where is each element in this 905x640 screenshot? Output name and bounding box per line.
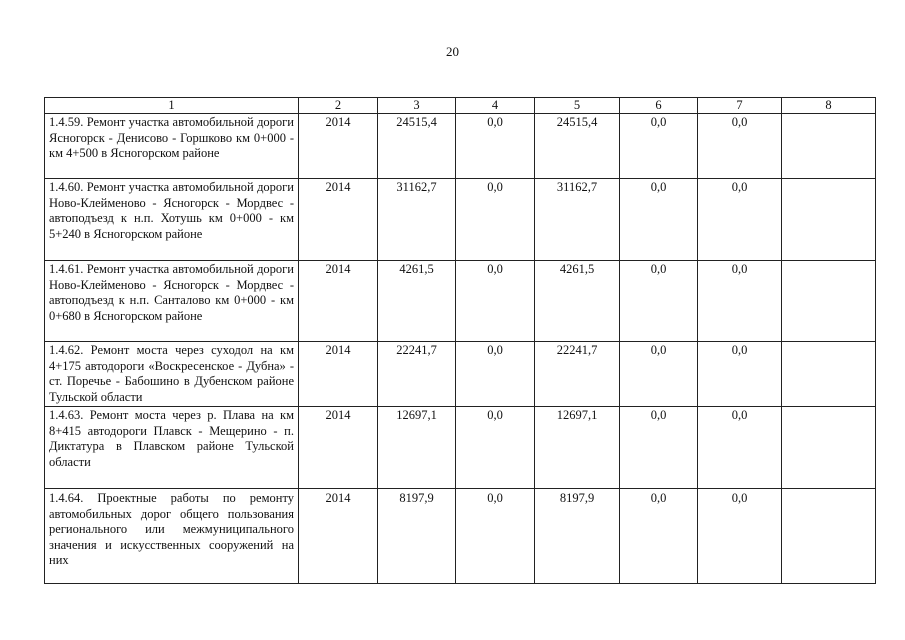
row-col-7: 0,0 — [698, 489, 782, 584]
row-col-6: 0,0 — [620, 489, 698, 584]
row-col-8 — [782, 179, 876, 261]
row-col-3: 22241,7 — [378, 342, 456, 407]
row-col-8 — [782, 407, 876, 489]
row-description: 1.4.60. Ремонт участка автомобильной дороги Ново-Клейменово - Ясногорск - Мордвес - автоподъезд к н.п. Хотушь км 0+000 - км 5+240 в Ясногорском районе — [45, 179, 299, 261]
column-header-8: 8 — [782, 98, 876, 114]
table-row — [45, 489, 876, 584]
row-year: 2014 — [299, 489, 378, 584]
row-col-4: 0,0 — [456, 114, 535, 179]
row-description: 1.4.63. Ремонт моста через р. Плава на км 8+415 автодороги Плавск - Мещерино - п. Диктатура в Плавском районе Тульской области — [45, 407, 299, 489]
row-col-4: 0,0 — [456, 261, 535, 342]
column-header-5: 5 — [535, 98, 620, 114]
row-col-7: 0,0 — [698, 407, 782, 489]
row-col-3: 8197,9 — [378, 489, 456, 584]
row-col-5: 31162,7 — [535, 179, 620, 261]
column-header-7: 7 — [698, 98, 782, 114]
budget-table — [44, 97, 876, 584]
row-col-3: 12697,1 — [378, 407, 456, 489]
table-row — [45, 407, 876, 489]
column-header-4: 4 — [456, 98, 535, 114]
row-col-8 — [782, 114, 876, 179]
row-col-4: 0,0 — [456, 342, 535, 407]
row-year: 2014 — [299, 261, 378, 342]
page-number: 20 — [446, 44, 459, 59]
row-description: 1.4.61. Ремонт участка автомобильной дороги Ново-Клейменово - Ясногорск - Мордвес - автоподъезд к н.п. Санталово км 0+000 - км 0+680 в Ясногорском районе — [45, 261, 299, 342]
row-col-7: 0,0 — [698, 179, 782, 261]
row-col-8 — [782, 342, 876, 407]
column-header-1: 1 — [45, 98, 299, 114]
row-description: 1.4.59. Ремонт участка автомобильной дороги Ясногорск - Денисово - Горшково км 0+000 - км 4+500 в Ясногорском районе — [45, 114, 299, 179]
table-row — [45, 261, 876, 342]
row-description: 1.4.64. Проектные работы по ремонту автомобильных дорог общего пользования регионального или межмуниципального значения и искусственных сооружений на них — [45, 489, 299, 584]
row-col-7: 0,0 — [698, 342, 782, 407]
table-row — [45, 114, 876, 179]
row-col-4: 0,0 — [456, 179, 535, 261]
table-row — [45, 342, 876, 407]
row-col-6: 0,0 — [620, 342, 698, 407]
row-col-8 — [782, 489, 876, 584]
column-header-3: 3 — [378, 98, 456, 114]
table-row — [45, 179, 876, 261]
row-col-6: 0,0 — [620, 114, 698, 179]
row-col-6: 0,0 — [620, 407, 698, 489]
row-col-3: 4261,5 — [378, 261, 456, 342]
row-col-7: 0,0 — [698, 261, 782, 342]
row-col-5: 22241,7 — [535, 342, 620, 407]
row-col-5: 24515,4 — [535, 114, 620, 179]
row-col-5: 4261,5 — [535, 261, 620, 342]
row-col-6: 0,0 — [620, 179, 698, 261]
row-col-4: 0,0 — [456, 489, 535, 584]
row-col-3: 24515,4 — [378, 114, 456, 179]
row-col-6: 0,0 — [620, 261, 698, 342]
row-col-7: 0,0 — [698, 114, 782, 179]
row-year: 2014 — [299, 114, 378, 179]
row-col-3: 31162,7 — [378, 179, 456, 261]
column-header-6: 6 — [620, 98, 698, 114]
header-row — [45, 98, 876, 114]
row-col-5: 8197,9 — [535, 489, 620, 584]
column-header-2: 2 — [299, 98, 378, 114]
row-col-4: 0,0 — [456, 407, 535, 489]
row-year: 2014 — [299, 342, 378, 407]
row-year: 2014 — [299, 179, 378, 261]
row-description: 1.4.62. Ремонт моста через суходол на км 4+175 автодороги «Воскресенское - Дубна» - ст. Поречье - Бабошино в Дубенском районе Тульской области — [45, 342, 299, 407]
row-col-5: 12697,1 — [535, 407, 620, 489]
row-col-8 — [782, 261, 876, 342]
row-year: 2014 — [299, 407, 378, 489]
